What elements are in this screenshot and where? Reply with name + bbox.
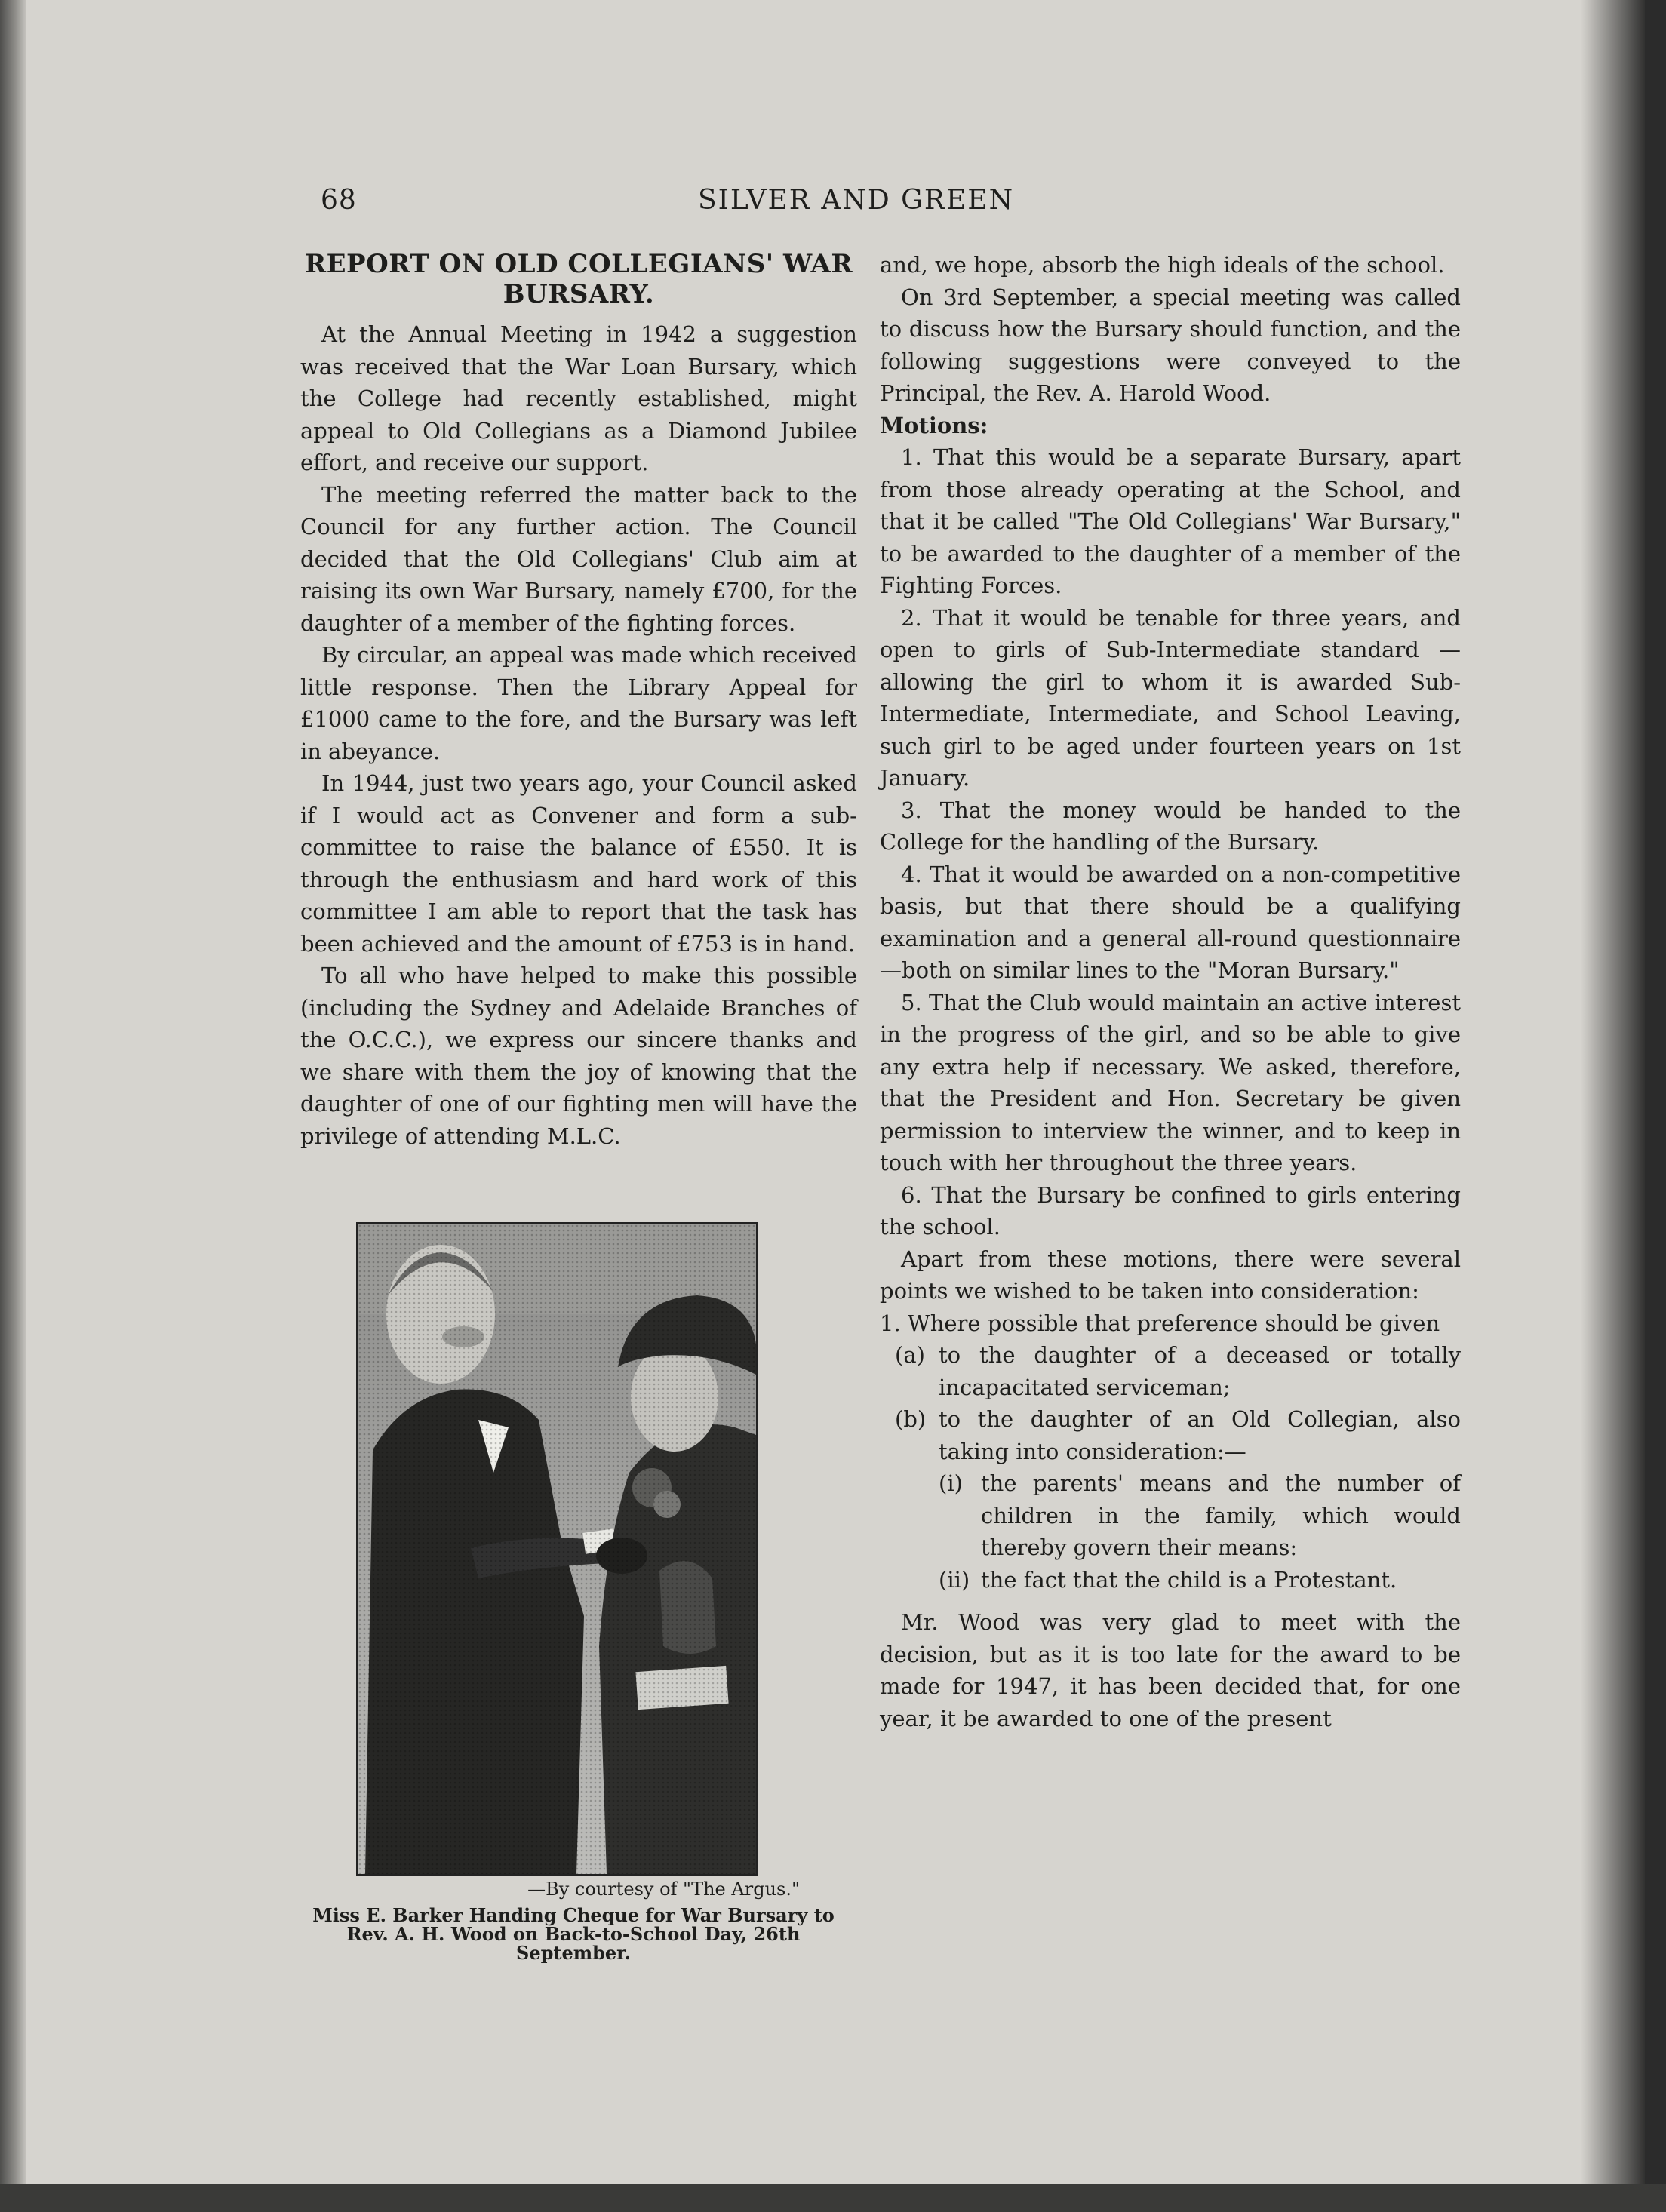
page-header [321,185,1445,230]
page-number: 68 [321,185,357,216]
sub-point-text: the fact that the child is a Protestant. [981,1566,1397,1593]
paragraph: Apart from these motions, there were several points we wished to be taken into consideration: [880,1246,1461,1304]
photo-credit: —By courtesy of "The Argus." [527,1879,800,1900]
sub-point-ii [939,1564,1461,1596]
paragraph: In 1944, just two years ago, your Council asked if I would act as Convener and form a sub-committee to raise the balance of £550. It is through the enthusiasm and hard work of this committee I am able to report that the task has been achieved and the amount of £753 is in hand. [300,770,857,957]
motion-item: 2. That it would be tenable for three years, and open to girls of Sub-Intermediate standard —allowing the girl to whom it is awarded Sub-Intermediate, Intermediate, and School Leaving, such girl to be aged under fourteen years on 1st January. [880,604,1461,791]
motion-item: 5. That the Club would maintain an active interest in the progress of the girl, and so be able to give any extra help if necessary. We asked, therefore, that the President and Hon. Secretary be given permission to interview the winner, and to keep in touch with her throughout the three years. [880,989,1461,1175]
page-edge-shadow [1581,0,1645,2184]
running-title: SILVER AND GREEN [698,185,1015,216]
sub-point-text: the parents' means and the number of children in the family, which would thereby govern their means: [981,1470,1461,1560]
scan-bottom-edge [0,2184,1666,2212]
right-column [880,249,1461,1734]
motion-item: 3. That the money would be handed to the College for the handling of the Bursary. [880,797,1461,855]
point-item: 1. Where possible that preference should be given [880,1310,1440,1336]
paragraph: By circular, an appeal was made which received little response. Then the Library Appeal for £1000 came to the fore, and the Bursary was left in abeyance. [300,642,857,764]
sub-point-i [939,1467,1461,1564]
article-title: REPORT ON OLD COLLEGIANS' WAR BURSARY. [304,249,853,309]
paragraph: On 3rd September, a special meeting was called to discuss how the Bursary should function, and the following suggestions were conveyed to the Principal, the Rev. A. Harold Wood. [880,284,1461,406]
book-spine-shadow [0,0,26,2184]
motions-heading: Motions: [880,412,988,438]
sub-point-b [895,1403,1461,1467]
paragraph: Mr. Wood was very glad to meet with the decision, but as it is too late for the award to be made for 1947, it has been decided that, for one year, it be awarded to one of the present [880,1609,1461,1731]
sub-point-text: to the daughter of a deceased or totally incapacitated serviceman; [939,1342,1461,1400]
motion-item: 4. That it would be awarded on a non-competitive basis, but that there should be a qualifying examination and a general all-round questionnaire—both on similar lines to the "Moran Bursary." [880,861,1461,983]
motion-item: 1. That this would be a separate Bursary, apart from those already operating at the School, and that it be called "The Old Collegians' War Bursary," to be awarded to the daughter of a member of the Fighting Forces. [880,444,1461,598]
sub-point-label: (a) [895,1342,925,1368]
left-column [300,249,857,1152]
photograph [356,1222,758,1876]
sub-point-label: (ii) [939,1566,970,1593]
photo-illustration [358,1224,756,1874]
photo-caption: Miss E. Barker Handing Cheque for War Bursary to Rev. A. H. Wood on Back-to-School Day, 26th September. [312,1904,835,1964]
paragraph: At the Annual Meeting in 1942 a suggestion was received that the War Loan Bursary, which the College had recently established, might appeal to Old Collegians as a Diamond Jubilee effort, and receive our support. [300,321,857,475]
sub-point-a [895,1339,1461,1403]
sub-point-label: (b) [895,1406,927,1432]
paragraph: and, we hope, absorb the high ideals of the school. [880,252,1445,278]
sub-point-label: (i) [939,1470,963,1496]
paragraph: The meeting referred the matter back to the Council for any further action. The Council decided that the Old Collegians' Club aim at raising its own War Bursary, namely £700, for the daughter of a member of the fighting forces. [300,481,857,636]
sub-point-text: to the daughter of an Old Collegian, also taking into consideration:— [939,1406,1461,1464]
motion-item: 6. That the Bursary be confined to girls entering the school. [880,1181,1461,1240]
paragraph: To all who have helped to make this possible (including the Sydney and Adelaide Branches of the O.C.C.), we express our sincere thanks and we share with them the joy of knowing that the daughter of one of our fighting men will have the privilege of attending M.L.C. [300,963,857,1149]
